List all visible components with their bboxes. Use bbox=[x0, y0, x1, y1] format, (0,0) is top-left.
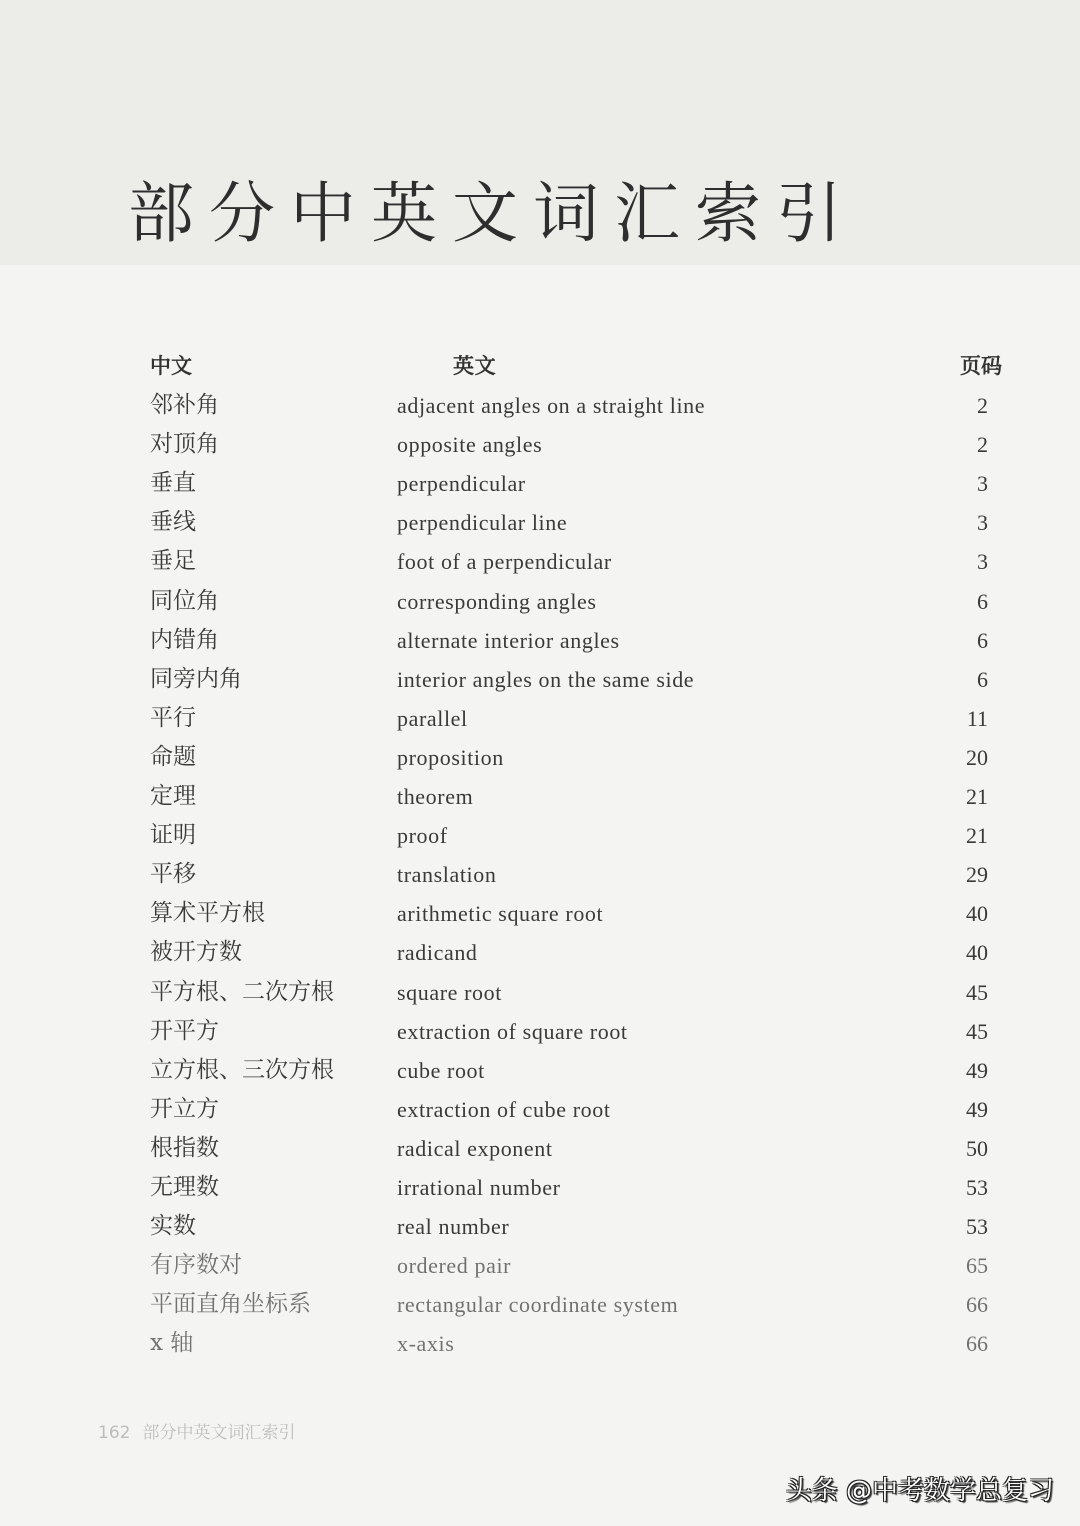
chinese-term: 有序数对 bbox=[150, 1252, 242, 1279]
table-row bbox=[150, 1324, 990, 1363]
table-row bbox=[150, 1168, 990, 1207]
english-term: radical exponent bbox=[397, 1135, 553, 1161]
english-term: theorem bbox=[397, 784, 474, 810]
table-row bbox=[150, 1246, 990, 1285]
table-row bbox=[150, 1207, 990, 1246]
chinese-term: x 轴 bbox=[150, 1330, 194, 1357]
english-term: real number bbox=[397, 1214, 510, 1240]
table-row bbox=[150, 816, 990, 855]
chinese-term: 被开方数 bbox=[150, 939, 242, 966]
english-term: proposition bbox=[397, 744, 504, 770]
table-row bbox=[150, 699, 990, 738]
english-term: perpendicular line bbox=[397, 510, 568, 536]
table-row bbox=[150, 933, 990, 972]
table-row bbox=[150, 386, 990, 425]
page-ref: 53 bbox=[966, 1214, 988, 1240]
page-ref: 2 bbox=[977, 393, 988, 419]
page-ref: 20 bbox=[966, 744, 988, 770]
chinese-term: 定理 bbox=[150, 783, 196, 810]
page-ref: 2 bbox=[977, 432, 988, 458]
table-body bbox=[150, 386, 990, 1363]
table-row bbox=[150, 855, 990, 894]
page-ref: 6 bbox=[977, 666, 988, 692]
chinese-term: 同旁内角 bbox=[150, 665, 242, 692]
english-term: ordered pair bbox=[397, 1253, 512, 1279]
page-ref: 66 bbox=[966, 1292, 988, 1318]
english-term: alternate interior angles bbox=[397, 627, 620, 653]
english-term: perpendicular bbox=[397, 471, 526, 497]
page-ref: 6 bbox=[977, 588, 988, 614]
chinese-term: 垂足 bbox=[150, 548, 196, 575]
page-ref: 49 bbox=[966, 1057, 988, 1083]
page-ref: 3 bbox=[977, 471, 988, 497]
page-ref: 29 bbox=[966, 862, 988, 888]
english-term: rectangular coordinate system bbox=[397, 1292, 679, 1318]
page-ref: 40 bbox=[966, 940, 988, 966]
chinese-term: 实数 bbox=[150, 1213, 196, 1240]
english-term: proof bbox=[397, 823, 448, 849]
page-ref: 53 bbox=[966, 1174, 988, 1200]
page-title: 部分中英文词汇索引 bbox=[128, 175, 857, 252]
page-ref: 3 bbox=[977, 510, 988, 536]
table-row bbox=[150, 503, 990, 542]
english-term: extraction of cube root bbox=[397, 1096, 611, 1122]
english-term: arithmetic square root bbox=[397, 901, 604, 927]
chinese-term: 无理数 bbox=[150, 1173, 219, 1200]
page-ref: 66 bbox=[966, 1331, 988, 1357]
page-number: 162 bbox=[98, 1423, 131, 1443]
header-english: 英文 bbox=[453, 354, 497, 378]
english-term: opposite angles bbox=[397, 432, 543, 458]
page-ref: 21 bbox=[966, 823, 988, 849]
chinese-term: 开立方 bbox=[150, 1095, 219, 1122]
english-term: cube root bbox=[397, 1057, 485, 1083]
running-title: 部分中英文词汇索引 bbox=[142, 1423, 296, 1443]
chinese-term: 垂直 bbox=[150, 470, 196, 497]
table-row bbox=[150, 425, 990, 464]
table-row bbox=[150, 777, 990, 816]
chinese-term: 根指数 bbox=[150, 1134, 219, 1161]
english-term: parallel bbox=[397, 705, 468, 731]
chinese-term: 立方根、三次方根 bbox=[150, 1056, 334, 1083]
english-term: corresponding angles bbox=[397, 588, 597, 614]
chinese-term: 对顶角 bbox=[150, 431, 219, 458]
page-ref: 45 bbox=[966, 979, 988, 1005]
table-row bbox=[150, 1012, 990, 1051]
table-row bbox=[150, 1285, 990, 1324]
table-row bbox=[150, 542, 990, 581]
english-term: translation bbox=[397, 862, 497, 888]
chinese-term: 同位角 bbox=[150, 587, 219, 614]
english-term: square root bbox=[397, 979, 502, 1005]
table-row bbox=[150, 1129, 990, 1168]
table-row bbox=[150, 464, 990, 503]
table-header bbox=[150, 347, 1002, 386]
chinese-term: 命题 bbox=[150, 743, 196, 770]
table-row bbox=[150, 738, 990, 777]
english-term: extraction of square root bbox=[397, 1018, 628, 1044]
page-ref: 49 bbox=[966, 1096, 988, 1122]
page-ref: 21 bbox=[966, 784, 988, 810]
chinese-term: 平移 bbox=[150, 861, 196, 888]
page-footer bbox=[98, 1418, 307, 1443]
english-term: radicand bbox=[397, 940, 478, 966]
chinese-term: 平方根、二次方根 bbox=[150, 978, 334, 1005]
english-term: adjacent angles on a straight line bbox=[397, 393, 706, 419]
chinese-term: 平行 bbox=[150, 704, 196, 731]
chinese-term: 证明 bbox=[150, 822, 196, 849]
table-row bbox=[150, 582, 990, 621]
table-row bbox=[150, 1090, 990, 1129]
english-term: x-axis bbox=[397, 1331, 455, 1357]
header-page: 页码 bbox=[960, 354, 1002, 378]
chinese-term: 平面直角坐标系 bbox=[150, 1291, 311, 1318]
chinese-term: 开平方 bbox=[150, 1017, 219, 1044]
vocabulary-table bbox=[150, 347, 1002, 1363]
chinese-term: 算术平方根 bbox=[150, 900, 265, 927]
chinese-term: 邻补角 bbox=[150, 392, 219, 419]
watermark: 头条 @中考数学总复习 bbox=[785, 1476, 1054, 1506]
header-chinese: 中文 bbox=[150, 354, 192, 378]
chinese-term: 内错角 bbox=[150, 626, 219, 653]
page-ref: 6 bbox=[977, 627, 988, 653]
chinese-term: 垂线 bbox=[150, 509, 196, 536]
table-row bbox=[150, 894, 990, 933]
page-ref: 65 bbox=[966, 1253, 988, 1279]
page-ref: 50 bbox=[966, 1135, 988, 1161]
page-ref: 40 bbox=[966, 901, 988, 927]
english-term: irrational number bbox=[397, 1174, 561, 1200]
page-ref: 45 bbox=[966, 1018, 988, 1044]
table-row bbox=[150, 621, 990, 660]
table-row bbox=[150, 1051, 990, 1090]
page-ref: 11 bbox=[966, 705, 988, 731]
english-term: interior angles on the same side bbox=[397, 666, 695, 692]
page-ref: 3 bbox=[977, 549, 988, 575]
english-term: foot of a perpendicular bbox=[397, 549, 612, 575]
table-row bbox=[150, 660, 990, 699]
table-row bbox=[150, 973, 990, 1012]
